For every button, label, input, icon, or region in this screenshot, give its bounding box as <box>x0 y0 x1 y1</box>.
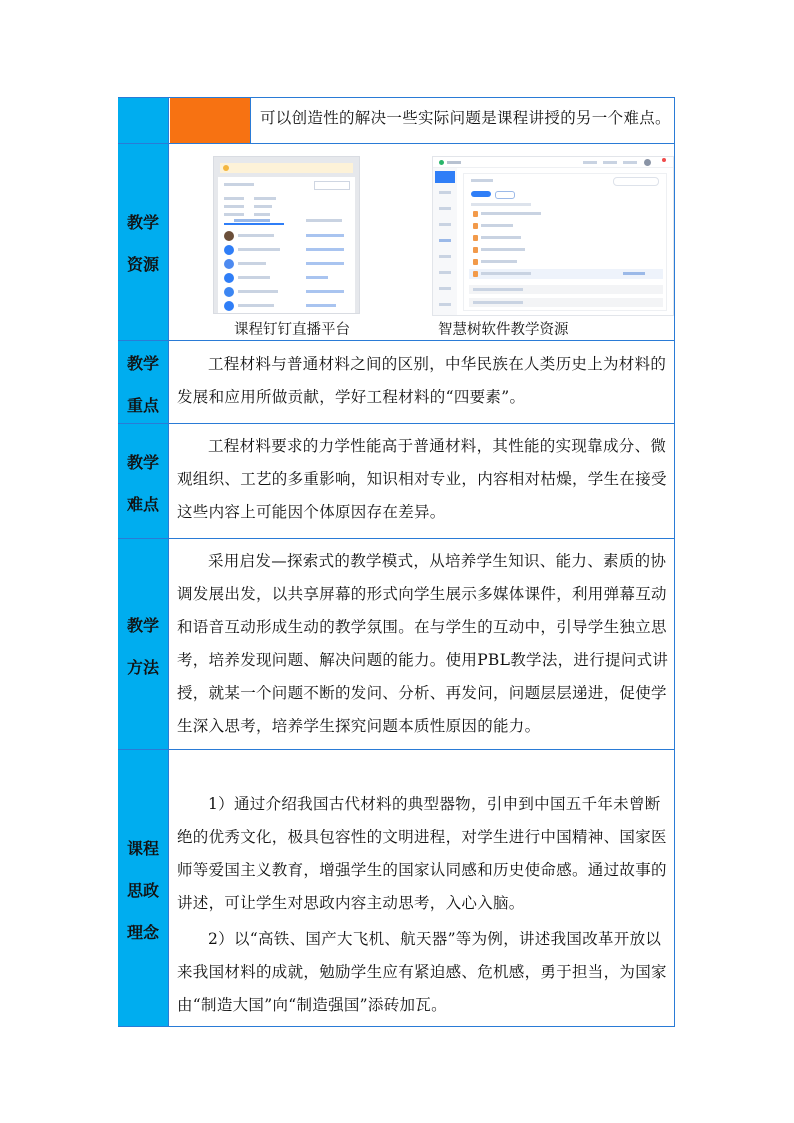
zhihuishu-resources-screenshot <box>432 156 674 316</box>
label-line-3: 理念 <box>126 923 159 942</box>
row-label <box>118 144 169 340</box>
caption-zhihuishu: 智慧树软件教学资源 <box>438 322 569 338</box>
ideology-paragraph-1: 1）通过介绍我国古代材料的典型器物，引申到中国五千年未曾断绝的优秀文化，极具包容性的文明进程，对学生进行中国精神、国家医师等爱国主义教育，增强学生的国家认同感和历史使命感。通过故事的讲述，可让学生对思政内容主动思考，入心入脑。 <box>177 795 667 912</box>
label-line-2: 重点 <box>126 396 159 415</box>
row-body <box>170 539 675 749</box>
row-body <box>170 144 675 340</box>
row-label <box>118 424 169 538</box>
label-line-2: 难点 <box>126 495 159 514</box>
label-line-2: 思政 <box>126 881 159 900</box>
row-difficulty-continued <box>118 97 675 144</box>
label-line-1: 教学 <box>126 453 159 472</box>
row-teaching-methods <box>118 539 675 750</box>
key-points-text: 工程材料与普通材料之间的区别，中华民族在人类历史上为材料的发展和应用所做贡献，学好工程材料的“四要素”。 <box>177 355 667 406</box>
row-label <box>118 750 169 1026</box>
row-course-ideology <box>118 750 675 1027</box>
row-body <box>170 750 675 1026</box>
row-label-empty <box>118 98 169 143</box>
dingtalk-live-screenshot <box>213 156 360 314</box>
row-key-points <box>118 341 675 424</box>
methods-text: 采用启发—探索式的教学模式，从培养学生知识、能力、素质的协调发展出发，以共享屏幕的形式向学生展示多媒体课件，利用弹幕互动和语音互动形成生动的教学氛围。在与学生的互动中，引导学生独立思考，培养发现问题、解决问题的能力。使用PBL教学法，进行提问式讲授，就某一个问题不断的发问、分析、再发问，问题层层递进，促使学生深入思考，培养学生探究问题本质性原因的能力。 <box>177 552 669 735</box>
label-line-1: 课程 <box>126 839 159 858</box>
label-line-1: 教学 <box>126 616 159 635</box>
caption-dingtalk: 课程钉钉直播平台 <box>234 322 350 338</box>
label-line-2: 资源 <box>126 255 159 274</box>
row-body <box>170 424 675 538</box>
label-line-1: 教学 <box>126 354 159 373</box>
row-body <box>170 341 675 423</box>
ideology-paragraph-2: 2）以“高铁、国产大飞机、航天器”等为例，讲述我国改革开放以来我国材料的成就，勉励学生应有紧迫感、危机感，勇于担当，为国家由“制造大国”向“制造强国”添砖加瓦。 <box>177 930 667 1014</box>
difficulties-text: 工程材料要求的力学性能高于普通材料，其性能的实现靠成分、微观组织、工艺的多重影响，知识相对专业，内容相对枯燥，学生在接受这些内容上可能因个体原因存在差异。 <box>177 437 667 521</box>
row-body <box>170 98 675 143</box>
label-line-2: 方法 <box>126 658 159 677</box>
lesson-plan-table <box>118 97 675 1027</box>
row-label <box>118 539 169 749</box>
row-teaching-resources <box>118 144 675 341</box>
label-line-1: 教学 <box>126 213 159 232</box>
row-label <box>118 341 169 423</box>
orange-highlight-block <box>170 98 251 143</box>
difficulty-continued-text: 可以创造性的解决一些实际问题是课程讲授的另一个难点。 <box>260 109 671 127</box>
row-difficulties <box>118 424 675 539</box>
